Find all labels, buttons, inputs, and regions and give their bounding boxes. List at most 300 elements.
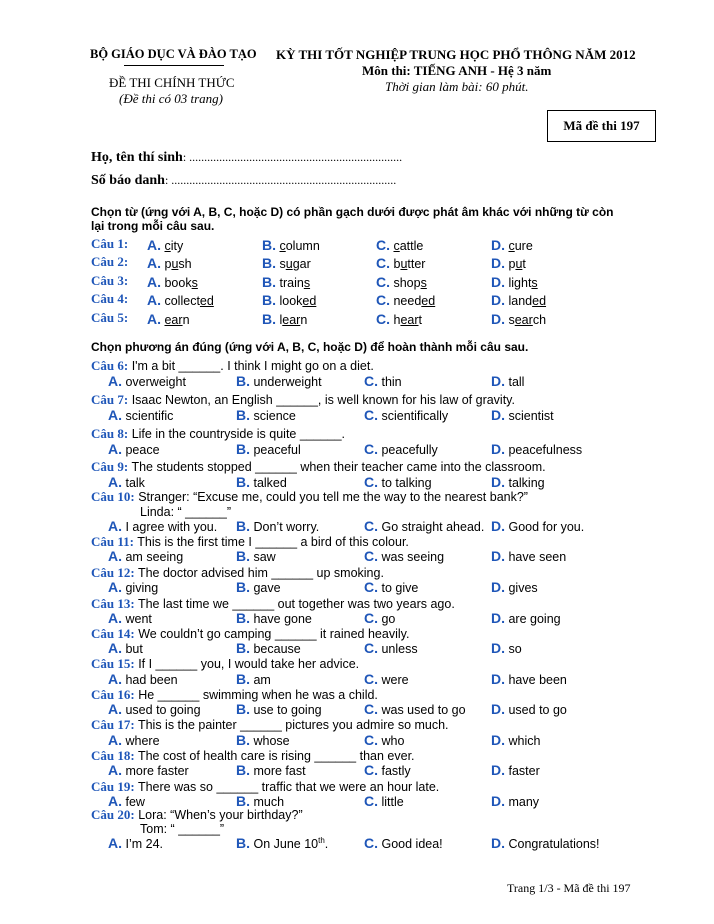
- option-letter: A.: [108, 373, 122, 389]
- word-part: sh: [178, 257, 192, 271]
- question-number: Câu 9:: [91, 459, 129, 474]
- question-stem: [91, 358, 374, 374]
- option-d[interactable]: [491, 292, 546, 308]
- option-a[interactable]: [147, 255, 192, 271]
- option-text: which: [508, 734, 541, 748]
- question-text: The last time we ______ out together was two years ago.: [137, 597, 455, 611]
- option-a[interactable]: [147, 292, 214, 308]
- option-letter: C.: [364, 835, 378, 851]
- question-text: This is the painter ______ pictures you admire so much.: [137, 718, 449, 732]
- option-text: scientifically: [381, 409, 449, 423]
- word-part: olumn: [285, 239, 320, 253]
- option-c[interactable]: [364, 518, 484, 534]
- option-text: talked: [253, 476, 287, 490]
- option-letter: D.: [491, 474, 505, 490]
- option-text: talk: [125, 476, 145, 490]
- option-b[interactable]: [236, 407, 296, 423]
- option-text: used to go: [508, 703, 567, 717]
- option-letter: D.: [491, 793, 505, 809]
- option-b[interactable]: [262, 255, 311, 271]
- word-part: train: [279, 276, 304, 290]
- option-text: Good for you.: [508, 520, 585, 534]
- option-letter: B.: [262, 255, 276, 271]
- pronunciation-question: [0, 274, 714, 290]
- word-part: n: [182, 313, 190, 327]
- option-text: went: [125, 612, 152, 626]
- option-a[interactable]: [108, 640, 143, 656]
- ministry-name: BỘ GIÁO DỤC VÀ ĐÀO TẠO: [90, 47, 257, 61]
- underlined-part: c: [508, 239, 515, 253]
- option-letter: D.: [491, 292, 505, 308]
- option-letter: D.: [491, 237, 505, 253]
- candidate-name-label: Họ, tên thí sinh: [91, 150, 183, 165]
- option-letter: A.: [147, 292, 161, 308]
- option-letter: D.: [491, 835, 505, 851]
- option-b[interactable]: [236, 732, 290, 748]
- question-number: Câu 17:: [91, 717, 135, 732]
- option-letter: D.: [491, 548, 505, 564]
- option-letter: C.: [364, 610, 378, 626]
- option-b[interactable]: [236, 835, 328, 851]
- option-b[interactable]: [262, 274, 310, 290]
- option-b[interactable]: [236, 518, 319, 534]
- option-letter: D.: [491, 671, 505, 687]
- pronunciation-question: [0, 237, 714, 253]
- question-text: The cost of health care is rising ______ than ever.: [137, 749, 415, 763]
- option-letter: C.: [364, 548, 378, 564]
- option-letter: A.: [108, 579, 122, 595]
- exam-title: KỲ THI TỐT NGHIỆP TRUNG HỌC PHỔ THÔNG NĂM 2012: [276, 47, 636, 62]
- option-b[interactable]: [262, 311, 307, 327]
- question-text: If I ______ you, I would take her advice.: [138, 657, 360, 671]
- option-d[interactable]: [491, 671, 567, 687]
- option-text: I agree with you.: [125, 520, 218, 534]
- question-text: Stranger: “Excuse me, could you tell me the way to the nearest bank?”: [138, 490, 528, 504]
- option-b[interactable]: [236, 441, 301, 457]
- option-letter: D.: [491, 274, 505, 290]
- option-c[interactable]: [376, 292, 435, 308]
- question-text: There was so ______ traffic that we were an hour late.: [137, 780, 440, 794]
- word-part: ity: [170, 239, 184, 253]
- option-text: scientist: [508, 409, 554, 423]
- option-letter: A.: [108, 671, 122, 687]
- option-letter: B.: [262, 237, 276, 253]
- option-c[interactable]: [364, 732, 404, 748]
- option-letter: A.: [108, 793, 122, 809]
- option-letter: A.: [108, 548, 122, 564]
- option-a[interactable]: [108, 671, 178, 687]
- option-d[interactable]: [491, 732, 540, 748]
- candidate-name-dots: : .......................................................................: [182, 150, 403, 164]
- option-b[interactable]: [236, 373, 322, 389]
- option-text: go: [381, 612, 396, 626]
- option-letter: D.: [491, 701, 505, 717]
- option-d[interactable]: [491, 701, 567, 717]
- option-letter: C.: [364, 793, 378, 809]
- underlined-part: ear: [514, 313, 533, 327]
- option-letter: B.: [236, 835, 250, 851]
- exam-time: Thời gian làm bài: 60 phút.: [385, 79, 529, 94]
- option-c[interactable]: [376, 311, 422, 327]
- option-letter: C.: [376, 292, 390, 308]
- option-d[interactable]: [491, 274, 538, 290]
- option-b[interactable]: [262, 237, 320, 253]
- option-letter: A.: [108, 732, 122, 748]
- underlined-part: ear: [164, 313, 183, 327]
- option-text: giving: [125, 581, 159, 595]
- option-letter: B.: [262, 292, 276, 308]
- word-part: ure: [514, 239, 533, 253]
- question-text: He ______ swimming when he was a child.: [138, 688, 378, 702]
- option-c[interactable]: [364, 474, 432, 490]
- option-d[interactable]: [491, 407, 554, 423]
- option-text: have been: [508, 673, 567, 687]
- option-letter: B.: [236, 762, 250, 778]
- exam-code: Mã đề thi 197: [563, 118, 640, 133]
- question-number: Câu 6:: [91, 358, 129, 373]
- question-number: Câu 15:: [91, 656, 135, 671]
- section2-instruction: Chọn phương án đúng (ứng với A, B, C, hoặc D) để hoàn thành mỗi câu sau.: [91, 340, 529, 354]
- question-text: The students stopped ______ when their teacher came into the classroom.: [131, 460, 546, 474]
- option-text: Good idea!: [381, 837, 443, 851]
- option-letter: B.: [236, 579, 250, 595]
- underlined-part: u: [171, 257, 179, 271]
- option-letter: B.: [262, 274, 276, 290]
- option-text: use to going: [253, 703, 322, 717]
- option-text: are going: [508, 612, 561, 626]
- underlined-part: s: [303, 276, 311, 290]
- question-number: Câu 16:: [91, 687, 135, 702]
- option-b[interactable]: [236, 762, 306, 778]
- question-number: Câu 1:: [91, 236, 129, 251]
- underlined-part: ed: [302, 294, 317, 308]
- option-a[interactable]: [108, 610, 152, 626]
- word-part: p: [164, 257, 172, 271]
- underlined-part: ear: [282, 313, 301, 327]
- option-text: peacefulness: [508, 443, 583, 457]
- option-text: am seeing: [125, 550, 184, 564]
- option-d[interactable]: [491, 793, 539, 809]
- option-d[interactable]: [491, 548, 566, 564]
- candidate-id-line: [91, 173, 396, 189]
- option-letter: D.: [491, 579, 505, 595]
- option-d[interactable]: [491, 640, 522, 656]
- option-c[interactable]: [364, 701, 466, 717]
- option-d[interactable]: [491, 474, 545, 490]
- option-letter: A.: [147, 255, 161, 271]
- option-text: Don’t worry.: [253, 520, 320, 534]
- option-letter: C.: [364, 407, 378, 423]
- option-letter: C.: [364, 579, 378, 595]
- word-part: t: [418, 313, 422, 327]
- option-letter: D.: [491, 441, 505, 457]
- option-letter: C.: [364, 441, 378, 457]
- option-letter: A.: [147, 274, 161, 290]
- underlined-part: u: [515, 257, 523, 271]
- option-letter: A.: [147, 311, 161, 327]
- ministry-underline: [124, 65, 224, 66]
- question-stem-reply: Tom: “ ______”: [140, 822, 225, 836]
- option-letter: C.: [376, 255, 390, 271]
- question-number: Câu 5:: [91, 310, 129, 325]
- option-text: to give: [381, 581, 419, 595]
- option-letter: C.: [376, 311, 390, 327]
- question-text: This is the first time I ______ a bird of this colour.: [137, 535, 409, 549]
- word-part: ch: [532, 313, 547, 327]
- option-text: science: [253, 409, 296, 423]
- word-part: land: [508, 294, 533, 308]
- option-c[interactable]: [364, 671, 409, 687]
- word-part: n: [300, 313, 308, 327]
- question-number: Câu 8:: [91, 426, 129, 441]
- option-text: whose: [253, 734, 290, 748]
- option-letter: D.: [491, 762, 505, 778]
- option-letter: A.: [108, 762, 122, 778]
- option-b[interactable]: [236, 610, 312, 626]
- word-part: b: [393, 257, 401, 271]
- option-text: am: [253, 673, 271, 687]
- option-text: thin: [381, 375, 402, 389]
- option-text: gives: [508, 581, 538, 595]
- word-part: collect: [164, 294, 200, 308]
- option-letter: D.: [491, 610, 505, 626]
- option-text: but: [125, 642, 143, 656]
- option-text: scientific: [125, 409, 174, 423]
- underlined-part: c: [393, 239, 400, 253]
- question-text: We couldn’t go camping ______ it rained heavily.: [138, 627, 410, 641]
- word-part: need: [393, 294, 422, 308]
- option-d[interactable]: [491, 579, 538, 595]
- underlined-part: ed: [532, 294, 547, 308]
- option-a[interactable]: [108, 732, 160, 748]
- option-letter: A.: [108, 610, 122, 626]
- option-letter: D.: [491, 732, 505, 748]
- question-stem: [91, 717, 449, 733]
- word-part: gar: [292, 257, 311, 271]
- option-text: had been: [125, 673, 178, 687]
- exam-type: ĐỀ THI CHÍNH THỨC: [109, 75, 235, 90]
- option-a[interactable]: [108, 407, 173, 423]
- option-a[interactable]: [108, 579, 158, 595]
- option-text: have seen: [508, 550, 567, 564]
- option-letter: B.: [236, 474, 250, 490]
- page-footer: Trang 1/3 - Mã đề thi 197: [507, 881, 631, 895]
- option-b[interactable]: [236, 640, 301, 656]
- option-c[interactable]: [364, 548, 444, 564]
- option-c[interactable]: [364, 835, 443, 851]
- option-letter: C.: [364, 762, 378, 778]
- option-letter: B.: [236, 671, 250, 687]
- option-d[interactable]: [491, 255, 526, 271]
- question-text: The doctor advised him ______ up smoking.: [137, 566, 384, 580]
- option-b[interactable]: [236, 671, 271, 687]
- option-a[interactable]: [108, 474, 145, 490]
- option-c[interactable]: [376, 255, 425, 271]
- option-text: to talking: [381, 476, 432, 490]
- option-d[interactable]: [491, 441, 582, 457]
- underlined-part: u: [400, 257, 408, 271]
- underlined-part: u: [285, 257, 293, 271]
- option-b[interactable]: [236, 548, 276, 564]
- option-a[interactable]: [147, 274, 198, 290]
- question-number: Câu 20:: [91, 807, 135, 822]
- option-d[interactable]: [491, 835, 600, 851]
- candidate-name-line: [91, 150, 402, 166]
- question-number: Câu 4:: [91, 291, 129, 306]
- option-letter: A.: [108, 640, 122, 656]
- option-text: few: [125, 795, 145, 809]
- question-number: Câu 19:: [91, 779, 135, 794]
- underlined-part: c: [164, 239, 171, 253]
- question-text: Life in the countryside is quite ______.: [131, 427, 346, 441]
- option-text: many: [508, 795, 540, 809]
- option-text: were: [381, 673, 409, 687]
- option-letter: C.: [364, 518, 378, 534]
- word-part: h: [393, 313, 401, 327]
- option-text: talking: [508, 476, 545, 490]
- option-c[interactable]: [364, 373, 402, 389]
- word-part: tter: [407, 257, 426, 271]
- option-c[interactable]: [376, 274, 427, 290]
- word-part: shop: [393, 276, 421, 290]
- option-letter: D.: [491, 255, 505, 271]
- option-a[interactable]: [108, 373, 186, 389]
- option-text: who: [381, 734, 405, 748]
- option-text: so: [508, 642, 522, 656]
- word-part: s: [508, 313, 515, 327]
- option-text: have gone: [253, 612, 312, 626]
- underlined-part: ear: [400, 313, 419, 327]
- question-number: Câu 11:: [91, 534, 134, 549]
- question-number: Câu 3:: [91, 273, 129, 288]
- option-a[interactable]: [108, 548, 183, 564]
- option-a[interactable]: [108, 835, 163, 851]
- question-number: Câu 2:: [91, 254, 129, 269]
- option-letter: C.: [364, 732, 378, 748]
- option-letter: B.: [236, 407, 250, 423]
- option-letter: C.: [376, 274, 390, 290]
- option-b[interactable]: [236, 579, 281, 595]
- option-text: underweight: [253, 375, 322, 389]
- option-c[interactable]: [364, 762, 411, 778]
- option-letter: A.: [108, 407, 122, 423]
- subject: Môn thi: TIẾNG ANH - Hệ 3 năm: [362, 63, 552, 78]
- option-letter: C.: [364, 474, 378, 490]
- option-letter: C.: [364, 671, 378, 687]
- question-number: Câu 18:: [91, 748, 135, 763]
- superscript: th: [318, 835, 325, 845]
- question-number: Câu 13:: [91, 596, 135, 611]
- option-b[interactable]: [262, 292, 316, 308]
- pages-note: (Đề thi có 03 trang): [119, 91, 223, 106]
- option-text: where: [125, 734, 160, 748]
- option-letter: B.: [236, 793, 250, 809]
- option-letter: B.: [236, 373, 250, 389]
- question-text: I'm a bit ______. I think I might go on a diet.: [131, 359, 374, 373]
- option-letter: B.: [236, 610, 250, 626]
- question-text: Isaac Newton, an English ______, is well known for his law of gravity.: [131, 393, 515, 407]
- underlined-part: s: [531, 276, 538, 290]
- option-letter: B.: [236, 518, 250, 534]
- option-text: gave: [253, 581, 281, 595]
- word-part: s: [279, 257, 286, 271]
- option-letter: D.: [491, 311, 505, 327]
- option-text: faster: [508, 764, 540, 778]
- option-a[interactable]: [108, 441, 160, 457]
- option-d[interactable]: [491, 762, 540, 778]
- word-part: p: [508, 257, 516, 271]
- underlined-part: s: [191, 276, 198, 290]
- option-c[interactable]: [364, 407, 448, 423]
- option-d[interactable]: [491, 311, 546, 327]
- option-text: used to going: [125, 703, 201, 717]
- option-text: much: [253, 795, 285, 809]
- question-stem: [91, 489, 528, 505]
- option-text: peaceful: [253, 443, 301, 457]
- option-c[interactable]: [364, 441, 438, 457]
- option-text: unless: [381, 642, 418, 656]
- option-a[interactable]: [108, 701, 201, 717]
- question-stem: [91, 656, 359, 672]
- option-c[interactable]: [376, 237, 423, 253]
- option-text: was used to go: [381, 703, 466, 717]
- candidate-id-dots: : ...........................................................................: [164, 173, 397, 187]
- option-b[interactable]: [236, 701, 322, 717]
- option-a[interactable]: [108, 518, 217, 534]
- option-b[interactable]: [236, 474, 287, 490]
- option-letter: D.: [491, 407, 505, 423]
- option-text: little: [381, 795, 404, 809]
- option-text: .: [324, 837, 329, 851]
- question-number: Câu 12:: [91, 565, 135, 580]
- option-letter: B.: [236, 732, 250, 748]
- option-letter: D.: [491, 640, 505, 656]
- option-letter: C.: [364, 373, 378, 389]
- option-a[interactable]: [147, 237, 183, 253]
- underlined-part: ed: [421, 294, 436, 308]
- option-text: peacefully: [381, 443, 438, 457]
- option-c[interactable]: [364, 579, 418, 595]
- option-d[interactable]: [491, 518, 584, 534]
- question-stem: [91, 426, 345, 442]
- option-c[interactable]: [364, 640, 418, 656]
- question-number: Câu 14:: [91, 626, 135, 641]
- option-text: Congratulations!: [508, 837, 600, 851]
- option-text: peace: [125, 443, 160, 457]
- option-letter: B.: [236, 640, 250, 656]
- option-text: because: [253, 642, 301, 656]
- option-c[interactable]: [364, 610, 395, 626]
- word-part: l: [279, 313, 283, 327]
- exam-code-box: [547, 110, 656, 142]
- option-text: more fast: [253, 764, 306, 778]
- question-text: Lora: “When’s your birthday?”: [138, 808, 303, 822]
- option-a[interactable]: [147, 311, 190, 327]
- pronunciation-question: [0, 292, 714, 308]
- option-d[interactable]: [491, 373, 524, 389]
- option-text: I’m 24.: [125, 837, 163, 851]
- option-a[interactable]: [108, 762, 189, 778]
- option-d[interactable]: [491, 610, 561, 626]
- option-letter: D.: [491, 518, 505, 534]
- question-stem: [91, 459, 546, 475]
- pronunciation-question: [0, 311, 714, 327]
- option-d[interactable]: [491, 237, 533, 253]
- question-stem: [91, 392, 515, 408]
- underlined-part: ed: [199, 294, 214, 308]
- underlined-part: s: [420, 276, 427, 290]
- option-c[interactable]: [364, 793, 404, 809]
